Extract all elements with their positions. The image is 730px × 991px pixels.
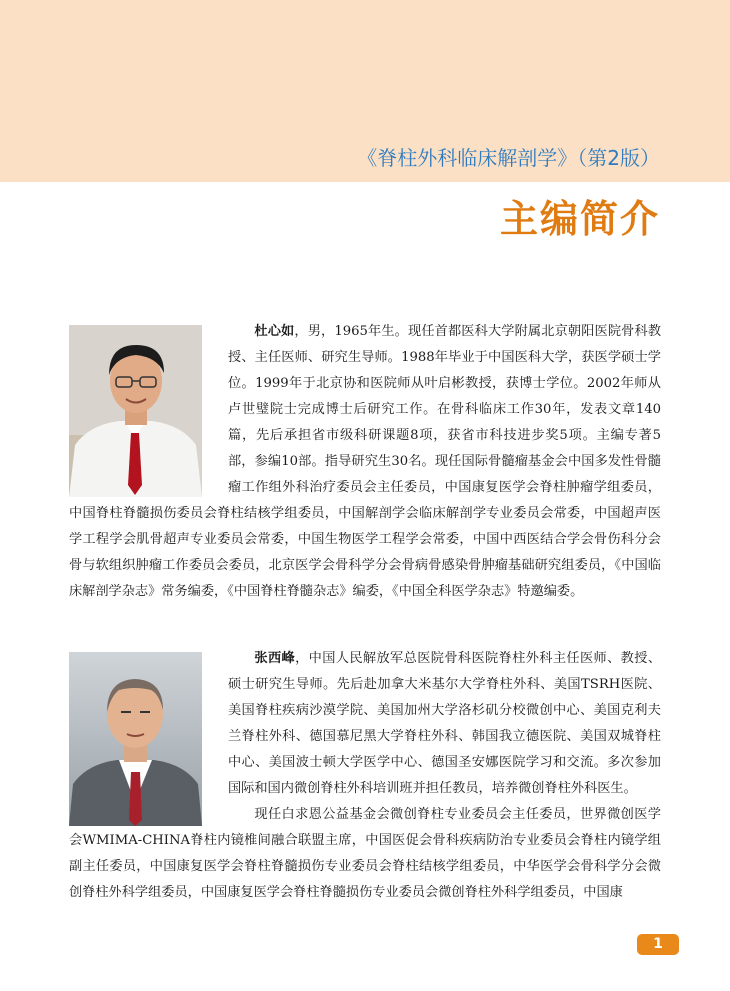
editor-photo-1	[69, 325, 202, 497]
editor-name-1: 杜心如	[254, 324, 295, 339]
editor-bio-1	[69, 319, 661, 605]
editor-photo-2	[69, 652, 202, 826]
page-number-badge: 1	[637, 934, 679, 955]
portrait-zhang-xifeng	[69, 652, 202, 826]
editor-intro-1: ，男，1965年生。现任首都医科大学附属北京朝阳医院骨科教授、主任医师、研究生导师。1988年毕业于中国医科大学，获医学硕士学位。1999年于北京协和医院师从叶启彬教授，获博士学位。2002年师从卢世璧院士完成博士后研究工作。在骨科临床工作30年，发表文章140篇，先后承担省市级科研课题8项，获省市科技进步奖5项。主编专著5部，参编10部。指导研究生30名。现任国际骨髓瘤基金会中国多发性骨髓瘤工作组外科治疗委员会主任委员，中国康复医学会脊柱肿瘤学组委员，中国脊柱脊髓损伤委员会脊柱结核学组委员，中国解剖学会临床解剖学专业委员会常委，中国超声医学工程学会肌骨超声专业委员会常委，中国生物医学工程学会常委，中国中西医结合学会骨伤科分会骨与软组织肿瘤工作委员会委员，北京医学会骨科学分会骨病骨感染骨肿瘤基础研究组委员，《中国临床解剖学杂志》常务编委，《中国脊柱脊髓杂志》编委，《中国全科医学杂志》特邀编委。	[69, 324, 662, 599]
editor-name-2: 张西峰	[254, 651, 296, 666]
editor-intro-2b: 现任白求恩公益基金会微创脊柱专业委员会主任委员，世界微创医学会WMIMA-CHINA脊柱内镜椎间融合联盟主席，中国医促会骨科疾病防治专业委员会脊柱内镜学组副主任委员，中国康复医学会脊柱脊髓损伤专业委员会脊柱结核学组委员，中华医学会骨科学分会微创脊柱外科学组委员，中国康复医学会脊柱脊髓损伤专业委员会微创脊柱外科学组委员，中国康	[69, 807, 661, 900]
editor-bio-2	[69, 646, 661, 906]
book-title: 《脊柱外科临床解剖学》（第2版）	[357, 146, 660, 170]
editor-intro-2: ，中国人民解放军总医院骨科医院脊柱外科主任医师、教授、硕士研究生导师。先后赴加拿大米基尔大学脊柱外科、美国TSRH医院、美国脊柱疾病沙漠学院、美国加州大学洛杉矶分校微创中心、美国克利夫兰脊柱外科、德国慕尼黑大学脊柱外科、韩国我立德医院、美国双城脊柱中心、美国波士顿大学医学中心、德国圣安娜医院学习和交流。多次参加国际和国内微创脊柱外科培训班并担任教员，培养微创脊柱外科医生。	[228, 651, 662, 796]
portrait-du-xinru	[69, 325, 202, 497]
section-title: 主编简介	[499, 197, 660, 241]
